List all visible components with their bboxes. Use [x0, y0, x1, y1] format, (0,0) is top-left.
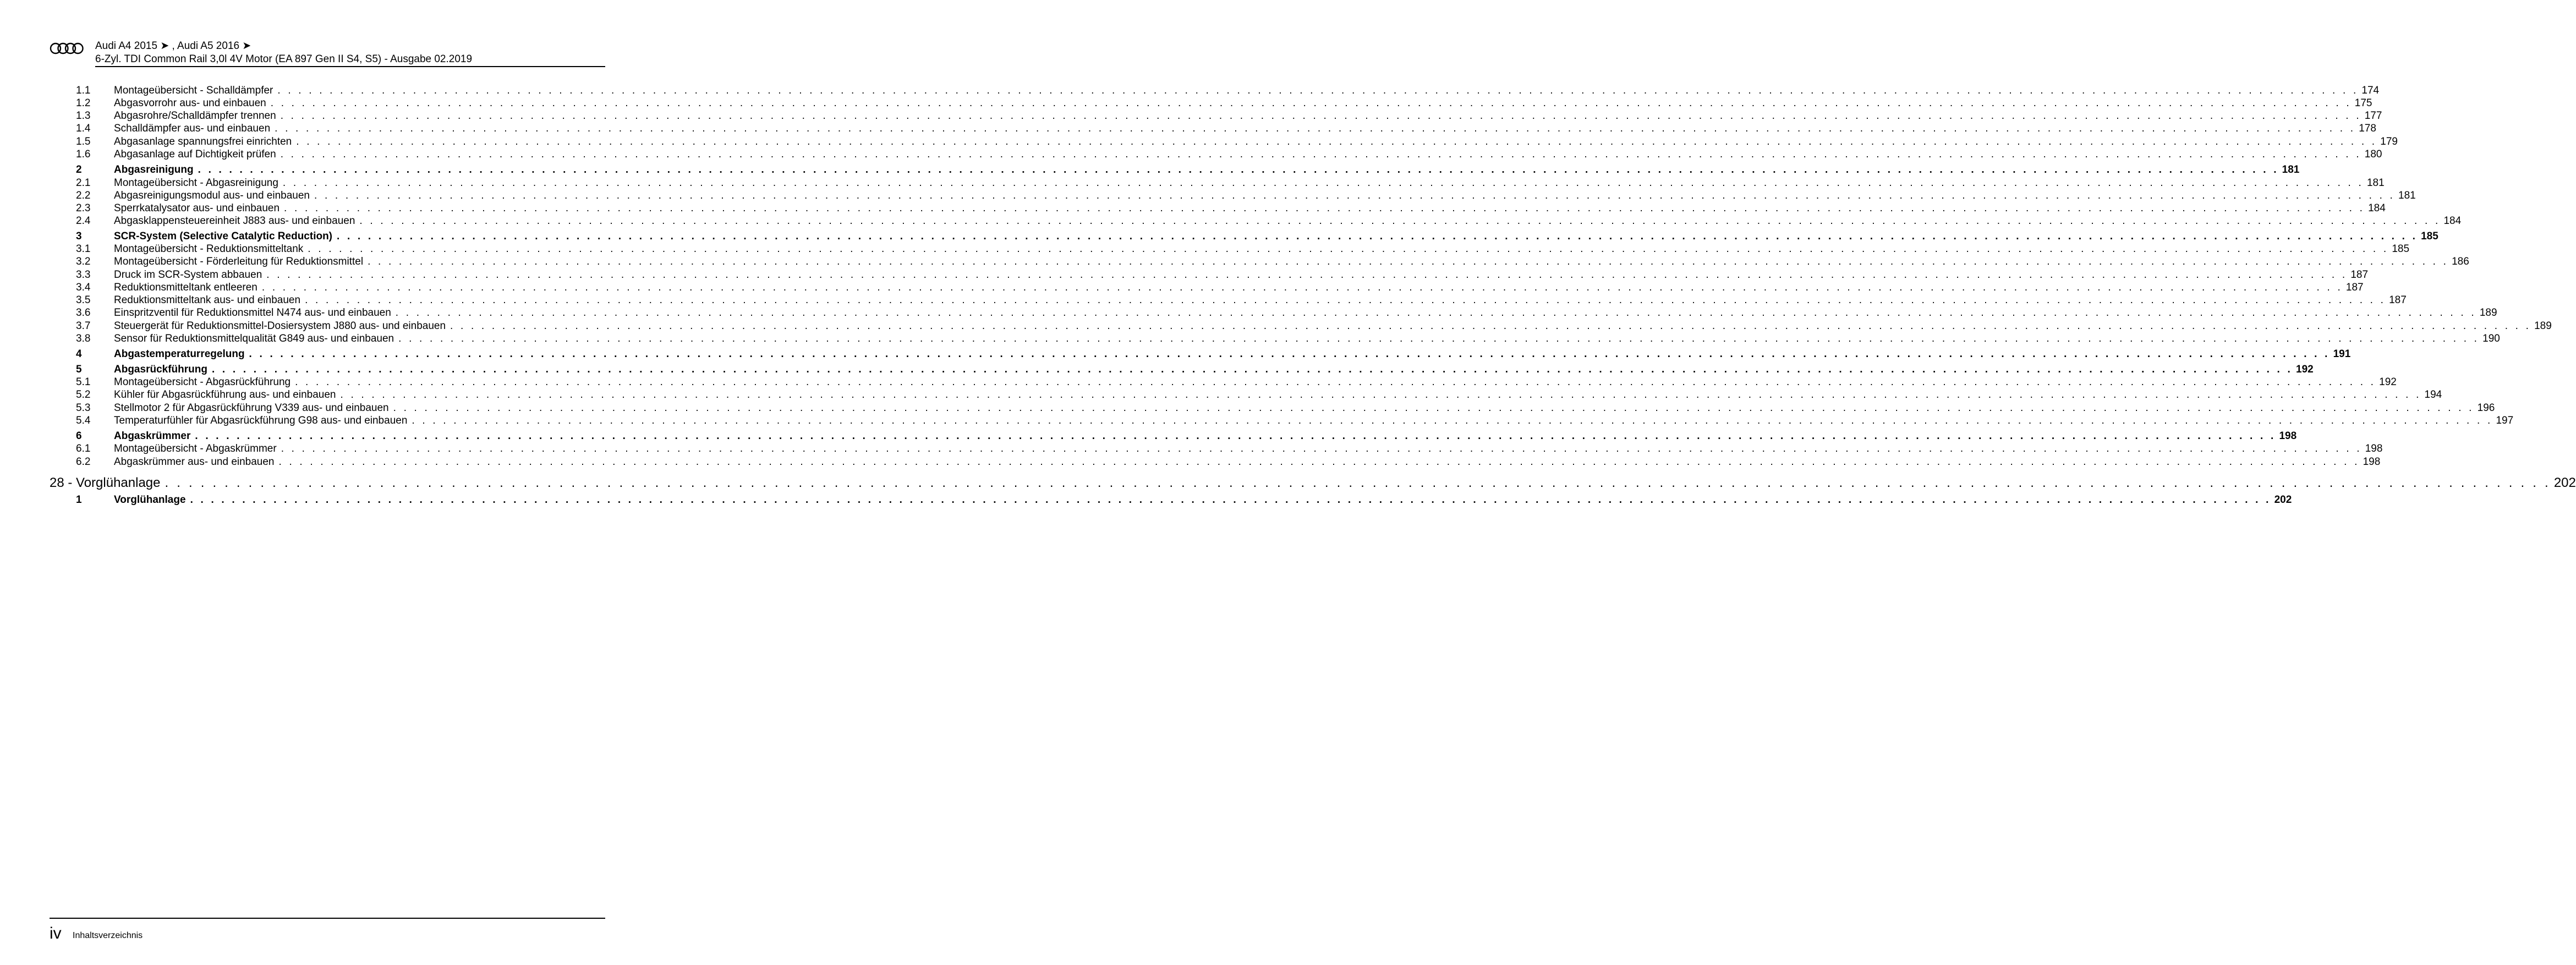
- toc-entry-page: 177: [2364, 110, 2382, 122]
- toc-entry-page: 198: [2363, 456, 2381, 468]
- toc-entry-number: 3.7: [76, 320, 91, 332]
- toc-entry-title: Steuergerät für Reduktionsmittel-Dosiersystem J880 aus- und einbauen: [114, 320, 446, 332]
- toc-entry-number: 3.8: [76, 333, 91, 344]
- toc-dot-leader: . . . . . . . . . . . . . . . . . . . . . . . . . . . . . . . . . . . . . . . . . . . . . . . . . . . . . . . . . . . . . . . . . . . . . . . . . . . . . . . . . . . . . . . . . . . . . . . . . . . . . . . . . . . . . . . . . . . . . . . . . . . . . . . . . . . . . . . . . . . . . . . . . . . . . . . . . . . . . . . . . . . . . . . . . . . . . . . . . . . . . . . . . . . . . . . . . . . . . . . .: [359, 215, 2441, 227]
- toc-entry-number: 6.1: [76, 443, 91, 454]
- toc-entry-page: 184: [2443, 215, 2462, 227]
- toc-dot-leader: . . . . . . . . . . . . . . . . . . . . . . . . . . . . . . . . . . . . . . . . . . . . . . . . . . . . . . . . . . . . . . . . . . . . . . . . . . . . . . . . . . . . . . . . . . . . . . . . . . . . . . . . . . . . . . . . . . . . . . . . . . . . . . . . . . . . . . . . . . . . . . . . . . . . . . . . . . . . . . . . . . . . . . . . . . . . . . . . . . . . . . . . . . . . . . . . . . . . . . . .: [305, 294, 2386, 306]
- header-engine-line: 6-Zyl. TDI Common Rail 3,0l 4V Motor (EA 897 Gen II S4, S5) - Ausgabe 02.2019: [95, 53, 473, 65]
- toc-entry-title: Abgastemperaturregelung: [114, 348, 245, 360]
- header-vehicle-line: Audi A4 2015 ➤ , Audi A5 2016 ➤: [95, 40, 251, 52]
- toc-dot-leader: . . . . . . . . . . . . . . . . . . . . . . . . . . . . . . . . . . . . . . . . . . . . . . . . . . . . . . . . . . . . . . . . . . . . . . . . . . . . . . . . . . . . . . . . . . . . . . . . . . . . . . . . . . . . . . . . . . . . . . . . . . . . . . . . . . . . . . . . . . . . . . . . . . . . . . . . . . . . . . . . . . . . . . . . . . . . . . . . . . . . . . . . . . . . . . . . . . . . . . . .: [280, 149, 2361, 160]
- toc-entry-number: 5: [76, 364, 82, 375]
- toc-entry-number: 3.5: [76, 294, 91, 306]
- toc-entry-page: 187: [2350, 269, 2369, 281]
- toc-entry-title: Montageübersicht - Schalldämpfer: [114, 85, 273, 96]
- toc-dot-leader: . . . . . . . . . . . . . . . . . . . . . . . . . . . . . . . . . . . . . . . . . . . . . . . . . . . . . . . . . . . . . . . . . . . . . . . . . . . . . . . . . . . . . . . . . . . . . . . . . . . . . . . . . . . . . . . . . . . . . . . . . . . . . . . . . . . . . . . . . . . . . . . . . . . . . . . . . . . . . . . . . . . . . . . . . . . . . . . . . . . . . . . . . . . . . . . . . . . . . . . .: [393, 402, 2474, 414]
- toc-entry-number: 4: [76, 348, 82, 360]
- toc-entry-number: 3.1: [76, 243, 91, 255]
- toc-entry-number: 3.2: [76, 256, 91, 267]
- toc-entry-number: 1.1: [76, 85, 91, 96]
- toc-section-row[interactable]: [76, 348, 2351, 363]
- toc-subsection-row[interactable]: [76, 456, 2381, 470]
- toc-entry-title: Abgasvorrohr aus- und einbauen: [114, 97, 266, 109]
- toc-dot-leader: . . . . . . . . . . . . . . . . . . . . . . . . . . . . . . . . . . . . . . . . . . . . . . . . . . . . . . . . . . . . . . . . . . . . . . . . . . . . . . . . . . . . . . . . . . . . . . . . . . . . . . . . . . . . . . . . . . . . . . . . . . . . . . . . . . . . . . . . . . . . . . . . . . . . . . . . . . . . . . . . . . . . . . . . . . . . . . . . . . . . . . . . . . . . . . . . . . . . . . . .: [450, 320, 2531, 332]
- toc-dot-leader: . . . . . . . . . . . . . . . . . . . . . . . . . . . . . . . . . . . . . . . . . . . . . . . . . . . . . . . . . . . . . . . . . . . . . . . . . . . . . . . . . . . . . . . . . . . . . . . . . . . . . . . . . . . . . . . . . . . . . . . . . . . . . . . . . . . . . . . . . . . . . . . . . . . . . . . . . . . . . . . . . . . . . . . . . . . . . . . . . . . . . . . . . . . . . . . . . . . . . . . .: [282, 177, 2364, 189]
- toc-entry-page: 187: [2345, 282, 2364, 293]
- header-rule: [95, 66, 605, 67]
- toc-dot-leader: . . . . . . . . . . . . . . . . . . . . . . . . . . . . . . . . . . . . . . . . . . . . . . . . . . . . . . . . . . . . . . . . . . . . . . . . . . . . . . . . . . . . . . . . . . . . . . . . . . . . . . . . . . . . . . . . . . . . . . . . . . . . . . . . . . . . . . . . . . . . . . . . . . . . . . . . . . . . . . . . . . . . . . . . . . . . . . . . . . . . . . . . . . . . . . . . . . . . . . . .: [249, 348, 2330, 360]
- toc-entry-number: 1.5: [76, 136, 91, 147]
- toc-dot-leader: . . . . . . . . . . . . . . . . . . . . . . . . . . . . . . . . . . . . . . . . . . . . . . . . . . . . . . . . . . . . . . . . . . . . . . . . . . . . . . . . . . . . . . . . . . . . . . . . . . . . . . . . . . . . . . . . . . . . . . . . . . . . . . . . . . . . . . . . . . . . . . . . . . . . . . . . . . . . . . . . . . . . . . . . . . . . . . . . . . . . . . . . . . . . . . . . . . . . . . . .: [398, 333, 2480, 344]
- toc-dot-leader: . . . . . . . . . . . . . . . . . . . . . . . . . . . . . . . . . . . . . . . . . . . . . . . . . . . . . . . . . . . . . . . . . . . . . . . . . . . . . . . . . . . . . . . . . . . . . . . . . . . . . . . . . . . . . . . . . . . . . . . . . . . . . . . . . . . . . . . . . . . . . . . . . . . . . . . . . . . . . . . . . . . . . . . . . . . . . . . . . . . . . . . . . . . . . . . . . . . . . . . .: [195, 430, 2276, 442]
- toc-entry-title: Abgaskrümmer aus- und einbauen: [114, 456, 275, 468]
- toc-entry-title: Stellmotor 2 für Abgasrückführung V339 aus- und einbauen: [114, 402, 389, 414]
- toc-dot-leader: . . . . . . . . . . . . . . . . . . . . . . . . . . . . . . . . . . . . . . . . . . . . . . . . . . . . . . . . . . . . . . . . . . . . . . . . . . . . . . . . . . . . . . . . . . . . . . . . . . . . . . . . . . . . . . . . . . . . . . . . . . . . . . . . . . . . . . . . . . . . . . . . . . . . . . . . . . . . . . . . . . . . . . . . . . . . . . . . . . . . . . . . . . . . . . . . . . . . . . . .: [278, 456, 2360, 468]
- toc-entry-number: 3: [76, 231, 82, 242]
- toc-entry-page: 187: [2389, 294, 2407, 306]
- toc-subsection-row[interactable]: [76, 256, 2469, 270]
- toc-entry-title: Sperrkatalysator aus- und einbauen: [114, 202, 280, 214]
- toc-entry-number: 3.6: [76, 307, 91, 319]
- toc-subsection-row[interactable]: [76, 415, 2514, 429]
- toc-entry-number: 1.3: [76, 110, 91, 122]
- toc-entry-title: SCR-System (Selective Catalytic Reduction): [114, 231, 333, 242]
- toc-entry-page: 202: [2274, 494, 2292, 506]
- toc-entry-page: 181: [2366, 177, 2385, 189]
- toc-entry-page: 192: [2296, 364, 2314, 375]
- toc-dot-leader: . . . . . . . . . . . . . . . . . . . . . . . . . . . . . . . . . . . . . . . . . . . . . . . . . . . . . . . . . . . . . . . . . . . . . . . . . . . . . . . . . . . . . . . . . . . . . . . . . . . . . . . . . . . . . . . . . . . . . . . . . . . . . . . . . . . . . . . . . . . . . . . . . . . . . . . . . . . . . . . . . . . . . . . . . . . . . . . . . . . . . . . . . . . . . . . . . . . . . . . .: [266, 269, 2348, 281]
- toc-entry-page: 192: [2379, 376, 2397, 388]
- toc-dot-leader: . . . . . . . . . . . . . . . . . . . . . . . . . . . . . . . . . . . . . . . . . . . . . . . . . . . . . . . . . . . . . . . . . . . . . . . . . . . . . . . . . . . . . . . . . . . . . . . . . . . . . . . . . . . . . . . . . . . . . . . . . . . . . . . . . . . . . . . . . . . . . . . . . . . . . . . . . . . . . . . . . . . . . . . . . . . . . . . . . . . . . . . . . . . . . . . . . . . . . . . .: [190, 494, 2271, 506]
- toc-entry-number: 5.3: [76, 402, 91, 414]
- toc-entry-title: Reduktionsmitteltank entleeren: [114, 282, 257, 293]
- toc-subsection-row[interactable]: [76, 443, 2383, 457]
- toc-entry-number: 5.2: [76, 389, 91, 401]
- toc-dot-leader: . . . . . . . . . . . . . . . . . . . . . . . . . . . . . . . . . . . . . . . . . . . . . . . . . . . . . . . . . . . . . . . . . . . . . . . . . . . . . . . . . . . . . . . . . . . . . . . . . . . . . . . . . . . . . . . . . . . . . . . . . . . . . . . . . . . . . . . . . . . . . . . . . . . . . . . . . . . . . . . . . . . . . . . . . . . . . . . . . . . . . . . . . . . . . . . . . . . . . . . .: [211, 364, 2293, 375]
- toc-entry-number: 1: [76, 494, 82, 506]
- toc-entry-title: Abgasreinigungsmodul aus- und einbauen: [114, 190, 310, 201]
- toc-entry-number: 5.4: [76, 415, 91, 426]
- toc-entry-title: Temperaturfühler für Abgasrückführung G98 aus- und einbauen: [114, 415, 408, 426]
- toc-entry-page: 196: [2477, 402, 2495, 414]
- toc-entry-title: Montageübersicht - Reduktionsmitteltank: [114, 243, 304, 255]
- toc-dot-leader: . . . . . . . . . . . . . . . . . . . . . . . . . . . . . . . . . . . . . . . . . . . . . . . . . . . . . . . . . . . . . . . . . . . . . . . . . . . . . . . . . . . . . . . . . . . . . . . . . . . . . . . . . . . . . . . . . . . . . . . . . . . . . . . . . . . . . . . . . . . . . . . . . . . . . . . . . . . . . . . . . . . . . . . . . . . . . . . . . . . . . . . . . . . . . . . . . . . . . . . .: [165, 475, 2551, 490]
- toc-subsection-row[interactable]: [76, 307, 2497, 321]
- toc-entry-title: Abgasreinigung: [114, 164, 194, 176]
- toc-entry-page: 190: [2482, 333, 2500, 344]
- toc-subsection-row[interactable]: [76, 215, 2462, 229]
- toc-entry-page: 181: [2398, 190, 2416, 201]
- toc-dot-leader: . . . . . . . . . . . . . . . . . . . . . . . . . . . . . . . . . . . . . . . . . . . . . . . . . . . . . . . . . . . . . . . . . . . . . . . . . . . . . . . . . . . . . . . . . . . . . . . . . . . . . . . . . . . . . . . . . . . . . . . . . . . . . . . . . . . . . . . . . . . . . . . . . . . . . . . . . . . . . . . . . . . . . . . . . . . . . . . . . . . . . . . . . . . . . . . . . . . . . . . .: [395, 307, 2476, 319]
- toc-entry-title: Abgasklappensteuereinheit J883 aus- und einbauen: [114, 215, 355, 227]
- toc-entry-page: 174: [2361, 85, 2380, 96]
- header-text: [95, 40, 472, 66]
- toc-entry-page: 198: [2279, 430, 2297, 442]
- toc-entry-title: Montageübersicht - Abgasreinigung: [114, 177, 278, 189]
- toc-entry-number: 1.4: [76, 123, 91, 134]
- toc-dot-leader: . . . . . . . . . . . . . . . . . . . . . . . . . . . . . . . . . . . . . . . . . . . . . . . . . . . . . . . . . . . . . . . . . . . . . . . . . . . . . . . . . . . . . . . . . . . . . . . . . . . . . . . . . . . . . . . . . . . . . . . . . . . . . . . . . . . . . . . . . . . . . . . . . . . . . . . . . . . . . . . . . . . . . . . . . . . . . . . . . . . . . . . . . . . . . . . . . . . . . . . .: [314, 190, 2396, 201]
- toc-dot-leader: . . . . . . . . . . . . . . . . . . . . . . . . . . . . . . . . . . . . . . . . . . . . . . . . . . . . . . . . . . . . . . . . . . . . . . . . . . . . . . . . . . . . . . . . . . . . . . . . . . . . . . . . . . . . . . . . . . . . . . . . . . . . . . . . . . . . . . . . . . . . . . . . . . . . . . . . . . . . . . . . . . . . . . . . . . . . . . . . . . . . . . . . . . . . . . . . . . . . . . . .: [412, 415, 2493, 426]
- toc-entry-title: Montageübersicht - Abgaskrümmer: [114, 443, 277, 454]
- toc-dot-leader: . . . . . . . . . . . . . . . . . . . . . . . . . . . . . . . . . . . . . . . . . . . . . . . . . . . . . . . . . . . . . . . . . . . . . . . . . . . . . . . . . . . . . . . . . . . . . . . . . . . . . . . . . . . . . . . . . . . . . . . . . . . . . . . . . . . . . . . . . . . . . . . . . . . . . . . . . . . . . . . . . . . . . . . . . . . . . . . . . . . . . . . . . . . . . . . . . . . . . . . .: [308, 243, 2389, 255]
- toc-dot-leader: . . . . . . . . . . . . . . . . . . . . . . . . . . . . . . . . . . . . . . . . . . . . . . . . . . . . . . . . . . . . . . . . . . . . . . . . . . . . . . . . . . . . . . . . . . . . . . . . . . . . . . . . . . . . . . . . . . . . . . . . . . . . . . . . . . . . . . . . . . . . . . . . . . . . . . . . . . . . . . . . . . . . . . . . . . . . . . . . . . . . . . . . . . . . . . . . . . . . . . . .: [277, 85, 2359, 96]
- toc-entry-page: 179: [2380, 136, 2398, 147]
- toc-entry-title: Druck im SCR-System abbauen: [114, 269, 262, 281]
- toc-dot-leader: . . . . . . . . . . . . . . . . . . . . . . . . . . . . . . . . . . . . . . . . . . . . . . . . . . . . . . . . . . . . . . . . . . . . . . . . . . . . . . . . . . . . . . . . . . . . . . . . . . . . . . . . . . . . . . . . . . . . . . . . . . . . . . . . . . . . . . . . . . . . . . . . . . . . . . . . . . . . . . . . . . . . . . . . . . . . . . . . . . . . . . . . . . . . . . . . . . . . . . . .: [368, 256, 2449, 267]
- toc-entry-page: 189: [2534, 320, 2552, 332]
- footer-rule: [50, 918, 605, 919]
- toc-entry-page: 189: [2479, 307, 2497, 319]
- toc-entry-page: 180: [2364, 149, 2382, 160]
- toc-dot-leader: . . . . . . . . . . . . . . . . . . . . . . . . . . . . . . . . . . . . . . . . . . . . . . . . . . . . . . . . . . . . . . . . . . . . . . . . . . . . . . . . . . . . . . . . . . . . . . . . . . . . . . . . . . . . . . . . . . . . . . . . . . . . . . . . . . . . . . . . . . . . . . . . . . . . . . . . . . . . . . . . . . . . . . . . . . . . . . . . . . . . . . . . . . . . . . . . . . . . . . . .: [281, 443, 2362, 454]
- toc-entry-number: 2.1: [76, 177, 91, 189]
- toc-entry-number: 3.4: [76, 282, 91, 293]
- toc-dot-leader: . . . . . . . . . . . . . . . . . . . . . . . . . . . . . . . . . . . . . . . . . . . . . . . . . . . . . . . . . . . . . . . . . . . . . . . . . . . . . . . . . . . . . . . . . . . . . . . . . . . . . . . . . . . . . . . . . . . . . . . . . . . . . . . . . . . . . . . . . . . . . . . . . . . . . . . . . . . . . . . . . . . . . . . . . . . . . . . . . . . . . . . . . . . . . . . . . . . . . . . .: [284, 202, 2365, 214]
- toc-entry-page: 181: [2282, 164, 2300, 176]
- toc-entry-title: Abgasanlage auf Dichtigkeit prüfen: [114, 149, 276, 160]
- toc-entry-page: 202: [2553, 475, 2576, 490]
- toc-dot-leader: . . . . . . . . . . . . . . . . . . . . . . . . . . . . . . . . . . . . . . . . . . . . . . . . . . . . . . . . . . . . . . . . . . . . . . . . . . . . . . . . . . . . . . . . . . . . . . . . . . . . . . . . . . . . . . . . . . . . . . . . . . . . . . . . . . . . . . . . . . . . . . . . . . . . . . . . . . . . . . . . . . . . . . . . . . . . . . . . . . . . . . . . . . . . . . . . . . . . . . . .: [198, 164, 2279, 176]
- toc-entry-title: Montageübersicht - Abgasrückführung: [114, 376, 291, 388]
- toc-subsection-row[interactable]: [76, 389, 2442, 403]
- toc-entry-number: 6.2: [76, 456, 91, 468]
- toc-entry-page: 184: [2368, 202, 2386, 214]
- toc-entry-title: Montageübersicht - Förderleitung für Reduktionsmittel: [114, 256, 364, 267]
- toc-dot-leader: . . . . . . . . . . . . . . . . . . . . . . . . . . . . . . . . . . . . . . . . . . . . . . . . . . . . . . . . . . . . . . . . . . . . . . . . . . . . . . . . . . . . . . . . . . . . . . . . . . . . . . . . . . . . . . . . . . . . . . . . . . . . . . . . . . . . . . . . . . . . . . . . . . . . . . . . . . . . . . . . . . . . . . . . . . . . . . . . . . . . . . . . . . . . . . . . . . . . . . . .: [295, 376, 2376, 388]
- toc-entry-number: 2.2: [76, 190, 91, 201]
- toc-section-row[interactable]: [76, 494, 2292, 508]
- toc-dot-leader: . . . . . . . . . . . . . . . . . . . . . . . . . . . . . . . . . . . . . . . . . . . . . . . . . . . . . . . . . . . . . . . . . . . . . . . . . . . . . . . . . . . . . . . . . . . . . . . . . . . . . . . . . . . . . . . . . . . . . . . . . . . . . . . . . . . . . . . . . . . . . . . . . . . . . . . . . . . . . . . . . . . . . . . . . . . . . . . . . . . . . . . . . . . . . . . . . . . . . . . .: [275, 123, 2356, 134]
- footer-label: Inhaltsverzeichnis: [73, 931, 143, 940]
- toc-entry-number: 1.6: [76, 149, 91, 160]
- toc-entry-number: 1.2: [76, 97, 91, 109]
- toc-dot-leader: . . . . . . . . . . . . . . . . . . . . . . . . . . . . . . . . . . . . . . . . . . . . . . . . . . . . . . . . . . . . . . . . . . . . . . . . . . . . . . . . . . . . . . . . . . . . . . . . . . . . . . . . . . . . . . . . . . . . . . . . . . . . . . . . . . . . . . . . . . . . . . . . . . . . . . . . . . . . . . . . . . . . . . . . . . . . . . . . . . . . . . . . . . . . . . . . . . . . . . . .: [340, 389, 2421, 401]
- toc-dot-leader: . . . . . . . . . . . . . . . . . . . . . . . . . . . . . . . . . . . . . . . . . . . . . . . . . . . . . . . . . . . . . . . . . . . . . . . . . . . . . . . . . . . . . . . . . . . . . . . . . . . . . . . . . . . . . . . . . . . . . . . . . . . . . . . . . . . . . . . . . . . . . . . . . . . . . . . . . . . . . . . . . . . . . . . . . . . . . . . . . . . . . . . . . . . . . . . . . . . . . . . .: [261, 282, 2343, 293]
- toc-entry-title: Vorglühanlage: [114, 494, 186, 506]
- toc-entry-number: 3.3: [76, 269, 91, 281]
- toc-entry-page: 175: [2354, 97, 2372, 109]
- toc-entry-title: Kühler für Abgasrückführung aus- und einbauen: [114, 389, 336, 401]
- toc-entry-title: Sensor für Reduktionsmittelqualität G849 aus- und einbauen: [114, 333, 394, 344]
- audi-rings-icon: [50, 42, 84, 55]
- toc-entry-title: Abgasrückführung: [114, 364, 207, 375]
- toc-entry-number: 5.1: [76, 376, 91, 388]
- toc-entry-title: 28 - Vorglühanlage: [50, 475, 161, 490]
- toc-entry-number: 2.3: [76, 202, 91, 214]
- toc-entry-number: 2.4: [76, 215, 91, 227]
- toc-section-row[interactable]: [76, 164, 2300, 178]
- toc-entry-page: 186: [2452, 256, 2469, 267]
- toc-entry-page: 191: [2333, 348, 2351, 360]
- toc-entry-page: 178: [2359, 123, 2376, 134]
- toc-entry-page: 198: [2365, 443, 2383, 454]
- toc-chapter-row[interactable]: [50, 475, 2576, 490]
- toc-entry-number: 6: [76, 430, 82, 442]
- toc-entry-title: Abgasanlage spannungsfrei einrichten: [114, 136, 292, 147]
- toc-subsection-row[interactable]: [76, 123, 2376, 137]
- toc-entry-number: 2: [76, 164, 82, 176]
- toc-entry-title: Abgaskrümmer: [114, 430, 191, 442]
- toc-dot-leader: . . . . . . . . . . . . . . . . . . . . . . . . . . . . . . . . . . . . . . . . . . . . . . . . . . . . . . . . . . . . . . . . . . . . . . . . . . . . . . . . . . . . . . . . . . . . . . . . . . . . . . . . . . . . . . . . . . . . . . . . . . . . . . . . . . . . . . . . . . . . . . . . . . . . . . . . . . . . . . . . . . . . . . . . . . . . . . . . . . . . . . . . . . . . . . . . . . . . . . . .: [337, 231, 2418, 242]
- toc-dot-leader: . . . . . . . . . . . . . . . . . . . . . . . . . . . . . . . . . . . . . . . . . . . . . . . . . . . . . . . . . . . . . . . . . . . . . . . . . . . . . . . . . . . . . . . . . . . . . . . . . . . . . . . . . . . . . . . . . . . . . . . . . . . . . . . . . . . . . . . . . . . . . . . . . . . . . . . . . . . . . . . . . . . . . . . . . . . . . . . . . . . . . . . . . . . . . . . . . . . . . . . .: [280, 110, 2361, 122]
- toc-subsection-row[interactable]: [76, 149, 2382, 163]
- toc-entry-page: 185: [2421, 231, 2438, 242]
- toc-entry-title: Einspritzventil für Reduktionsmittel N474 aus- und einbauen: [114, 307, 391, 319]
- toc-entry-title: Abgasrohre/Schalldämpfer trennen: [114, 110, 276, 122]
- toc-entry-page: 197: [2496, 415, 2514, 426]
- toc-entry-title: Schalldämpfer aus- und einbauen: [114, 123, 271, 134]
- toc-subsection-row[interactable]: [76, 333, 2500, 347]
- footer-page-number: iv: [50, 924, 62, 942]
- toc-entry-page: 185: [2392, 243, 2410, 255]
- toc-dot-leader: . . . . . . . . . . . . . . . . . . . . . . . . . . . . . . . . . . . . . . . . . . . . . . . . . . . . . . . . . . . . . . . . . . . . . . . . . . . . . . . . . . . . . . . . . . . . . . . . . . . . . . . . . . . . . . . . . . . . . . . . . . . . . . . . . . . . . . . . . . . . . . . . . . . . . . . . . . . . . . . . . . . . . . . . . . . . . . . . . . . . . . . . . . . . . . . . . . . . . . . .: [296, 136, 2377, 147]
- toc-entry-page: 194: [2424, 389, 2442, 401]
- toc-dot-leader: . . . . . . . . . . . . . . . . . . . . . . . . . . . . . . . . . . . . . . . . . . . . . . . . . . . . . . . . . . . . . . . . . . . . . . . . . . . . . . . . . . . . . . . . . . . . . . . . . . . . . . . . . . . . . . . . . . . . . . . . . . . . . . . . . . . . . . . . . . . . . . . . . . . . . . . . . . . . . . . . . . . . . . . . . . . . . . . . . . . . . . . . . . . . . . . . . . . . . . . .: [270, 97, 2352, 109]
- toc-entry-title: Reduktionsmitteltank aus- und einbauen: [114, 294, 301, 306]
